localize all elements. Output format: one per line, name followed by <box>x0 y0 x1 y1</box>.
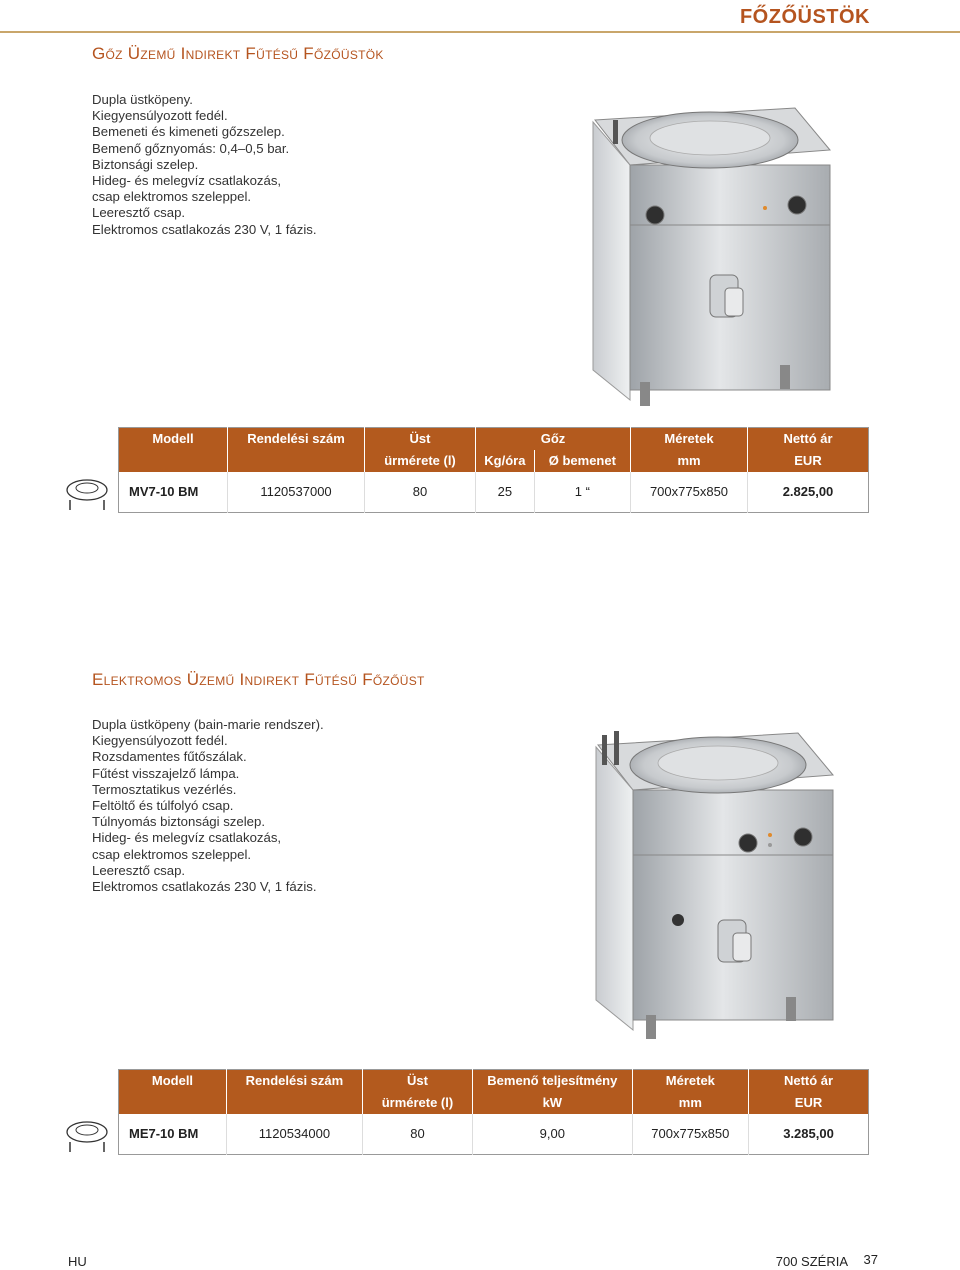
col-sub-empty <box>119 1092 227 1114</box>
steam-kettle-image <box>585 100 845 410</box>
col-ust: Üst <box>362 1070 472 1092</box>
col-ust: Üst <box>365 428 476 450</box>
feature-item: Rozsdamentes fűtőszálak. <box>92 749 247 765</box>
col-sub-empty <box>228 450 365 472</box>
col-sub-eur: EUR <box>794 453 822 468</box>
section1-features <box>92 92 317 238</box>
footer-series: 700 SZÉRIA <box>775 1254 848 1269</box>
feature-item: Bemeneti és kimeneti gőzszelep. <box>92 124 285 140</box>
cell-netto-ar: 3.285,00 <box>783 1126 834 1141</box>
col-sub-mm: mm <box>632 1092 748 1114</box>
col-meretek: Méretek <box>631 428 748 450</box>
col-sub-kg-ora: Kg/óra <box>476 450 535 472</box>
electric-kettle-image <box>588 725 848 1040</box>
col-rendelesi-szam: Rendelési szám <box>226 1070 362 1092</box>
feature-item: Feltöltő és túlfolyó csap. <box>92 798 234 814</box>
pictogram-icon <box>62 470 112 514</box>
table-row <box>119 1114 869 1155</box>
feature-item: Hideg- és melegvíz csatlakozás, <box>92 830 282 846</box>
cell-kg-ora: 25 <box>476 472 535 513</box>
col-sub-empty <box>226 1092 362 1114</box>
feature-item: Biztonsági szelep. <box>92 156 199 172</box>
section1-title: Gőz Üzemű Indirekt Fűtésű Főzőüstök <box>92 44 384 63</box>
col-sub-empty <box>119 450 228 472</box>
col-modell: Modell <box>119 1070 227 1092</box>
footer-page-number: 37 <box>863 1252 878 1267</box>
feature-item: Kiegyensúlyozott fedél. <box>92 108 228 124</box>
feature-item: Túlnyomás biztonsági szelep. <box>92 814 265 830</box>
feature-item: Elektromos csatlakozás 230 V, 1 fázis. <box>92 221 317 237</box>
col-bemeno-teljesitmeny: Bemenő teljesítmény <box>473 1070 633 1092</box>
col-netto-ar: Nettó ár <box>783 1073 834 1089</box>
col-rendelesi-szam: Rendelési szám <box>228 428 365 450</box>
header-rule <box>0 31 960 33</box>
col-sub-bemenet: Ø bemenet <box>534 450 630 472</box>
spec-table-2 <box>118 1069 869 1155</box>
cell-urmerete: 80 <box>362 1114 472 1155</box>
cell-modell: MV7-10 BM <box>119 472 228 513</box>
feature-item: Leeresztő csap. <box>92 862 186 878</box>
cell-modell: ME7-10 BM <box>119 1114 227 1155</box>
col-meretek: Méretek <box>632 1070 748 1092</box>
footer-language: HU <box>68 1254 87 1269</box>
feature-item: Dupla üstköpeny. <box>92 92 193 107</box>
feature-item: Termosztatikus vezérlés. <box>92 781 237 797</box>
cell-netto-ar: 2.825,00 <box>782 484 834 499</box>
feature-item: csap elektromos szeleppel. <box>92 189 252 205</box>
col-modell: Modell <box>119 428 228 450</box>
cell-teljesitmeny: 9,00 <box>473 1114 633 1155</box>
pictogram-icon <box>62 1112 112 1156</box>
feature-item: Fűtést visszajelző lámpa. <box>92 765 240 781</box>
cell-meretek: 700x775x850 <box>631 472 748 513</box>
col-sub-urmerete: ürmérete (l) <box>362 1092 472 1114</box>
cell-rendelesi-szam: 1120534000 <box>226 1114 362 1155</box>
feature-item: csap elektromos szeleppel. <box>92 846 252 862</box>
col-sub-mm: mm <box>631 450 748 472</box>
cell-urmerete: 80 <box>365 472 476 513</box>
section2-features <box>92 717 324 895</box>
feature-item: Dupla üstköpeny (bain-marie rendszer). <box>92 717 324 732</box>
feature-item: Elektromos csatlakozás 230 V, 1 fázis. <box>92 879 317 895</box>
col-sub-kw: kW <box>473 1092 633 1114</box>
spec-table-1 <box>118 427 869 513</box>
table-row <box>119 472 869 513</box>
page-header-title: FŐZŐÜSTÖK <box>739 6 870 28</box>
col-goz: Gőz <box>476 428 631 450</box>
feature-item: Hideg- és melegvíz csatlakozás, <box>92 173 282 189</box>
cell-rendelesi-szam: 1120537000 <box>228 472 365 513</box>
section2-title: Elektromos Üzemű Indirekt Fűtésű Főzőüst <box>92 670 425 689</box>
feature-item: Leeresztő csap. <box>92 205 186 221</box>
col-netto-ar: Nettó ár <box>783 431 833 447</box>
cell-bemenet: 1 “ <box>534 472 630 513</box>
cell-meretek: 700x775x850 <box>632 1114 748 1155</box>
feature-item: Kiegyensúlyozott fedél. <box>92 733 228 749</box>
col-sub-eur: EUR <box>794 1095 823 1110</box>
col-sub-urmerete: ürmérete (l) <box>365 450 476 472</box>
feature-item: Bemenő gőznyomás: 0,4–0,5 bar. <box>92 140 290 156</box>
